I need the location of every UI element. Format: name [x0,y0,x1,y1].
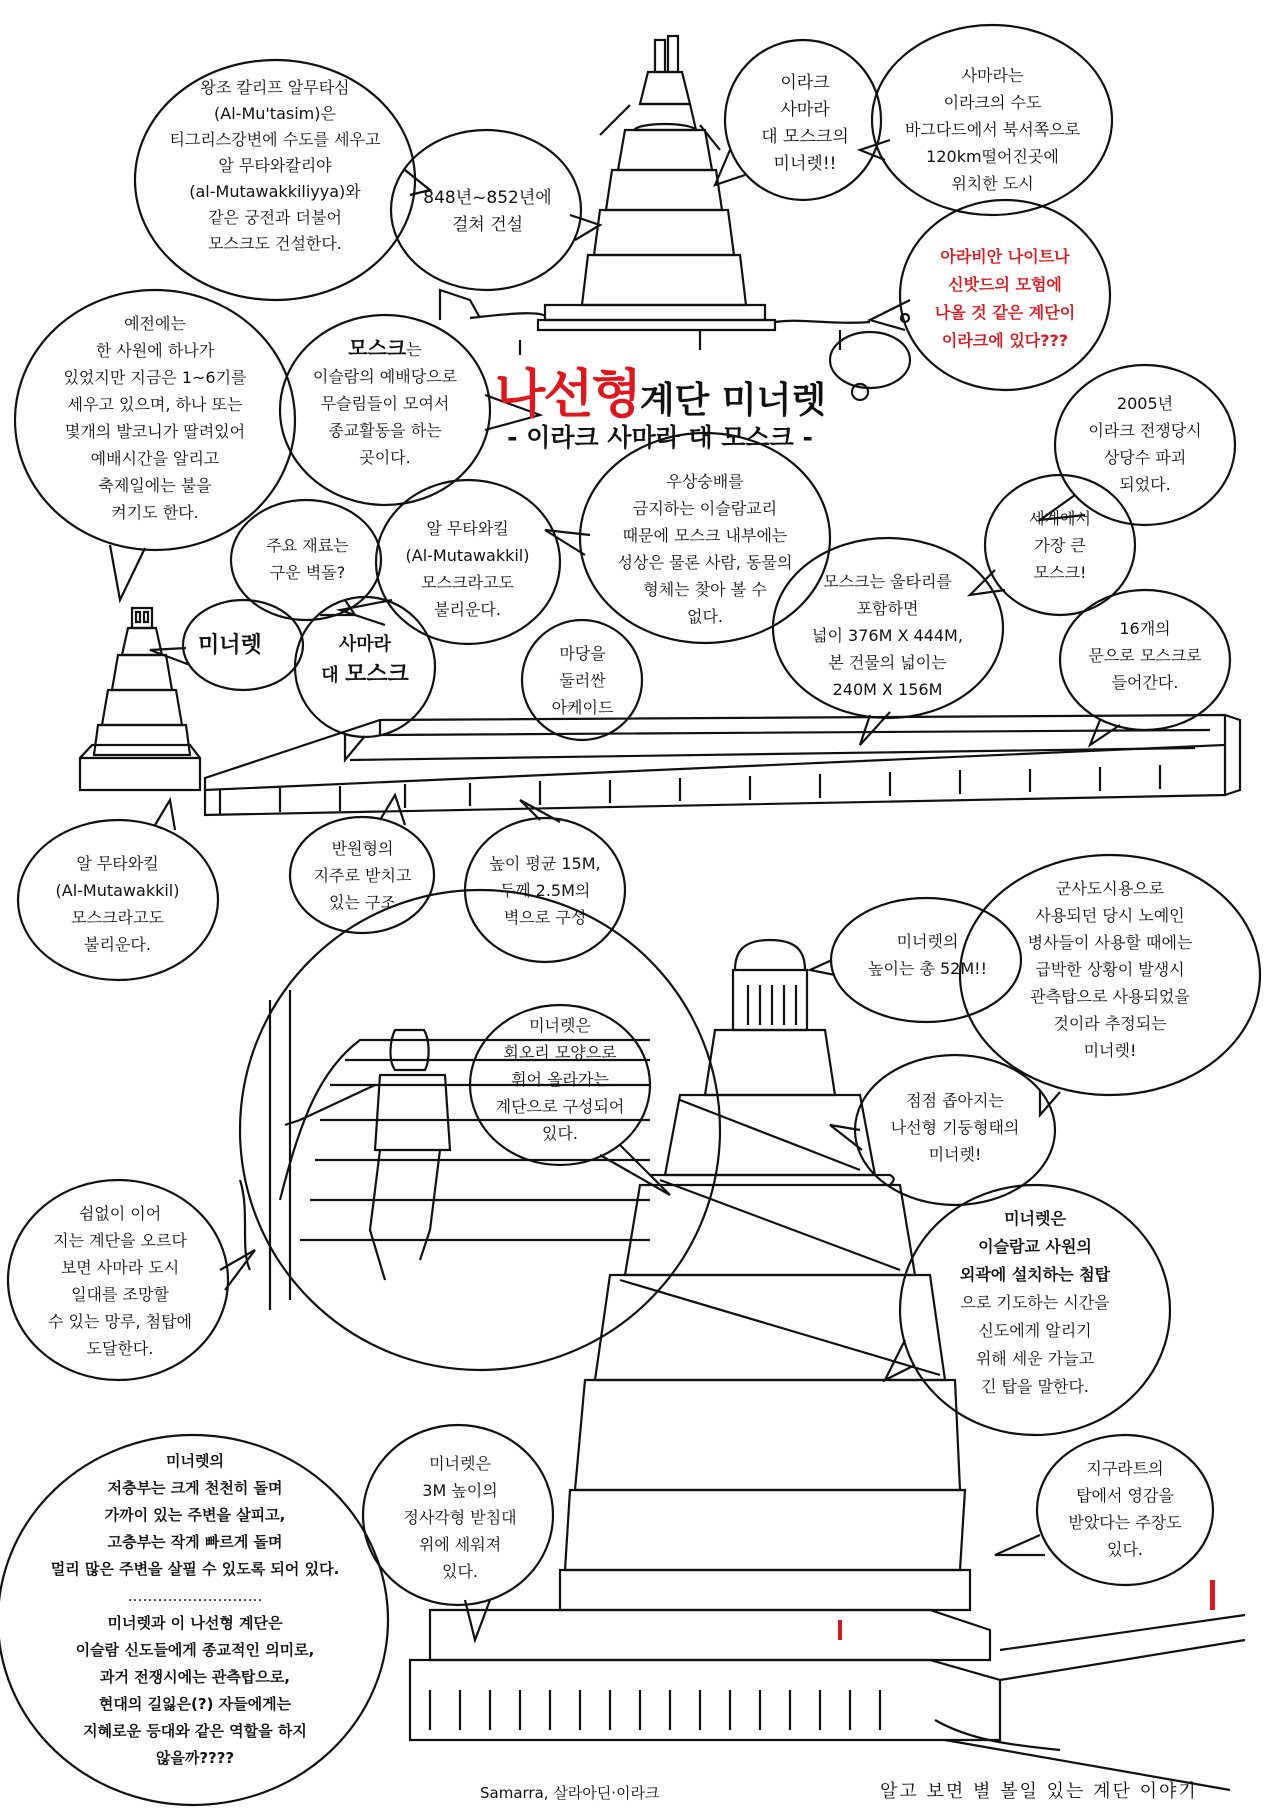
text-built: 848년~852년에 걸쳐 건설 [423,188,552,235]
title-red: 나선형 [495,365,640,425]
summary-bottom: 미너렛과 이 나선형 계단은 이슬람 신도들에게 종교적인 의미로, 과거 전쟁시에는 관측탑으로, 현대의 길잃은(?) 자들에게는 지혜로운 등대와 같은 역할을 하지 않을까???? [75,1614,315,1767]
samarra-line2a: 대 [321,665,345,686]
text-walls: 높이 평균 15M, 두께 2.5M의 벽으로 구성 [489,854,601,927]
mosque-walls-drawing [205,715,1240,815]
small-minaret-drawing [80,608,200,790]
text-samarra-mosque [305,630,425,691]
footer-location: Samarra, 살라아딘·이라크 [480,1784,660,1802]
text-minaret-label: 미너렛 [198,633,262,658]
summary-dots: ……………………… [127,1587,263,1605]
title-rest: 계단 미너렛 [639,380,827,421]
text-military: 군사도시용으로 사용되던 당시 노예인 병사들이 사용할 때에는 급박한 상황이 발생시 관측탑으로 사용되었을 것이라 추정되는 미너렛! [1027,879,1193,1060]
samarra-line2b: 모스크 [344,662,409,687]
text-formerly: 예전에는 한 사원에 하나가 있었지만 지금은 1~6기를 세우고 있으며, 하나 또는 몇개의 발코니가 딸려있어 예배시간을 알리고 축제일에는 불을 켜기도 한다. [63,314,247,522]
text-caliph: 왕조 칼리프 알무타심 (Al-Mu'tasim)은 티그리스강변에 수도를 세우고 알 무타와칼리야 (al-Mutawakkiliyya)와 같은 궁전과 더불어 모스크도 건설한다. [169,78,381,253]
page-title [495,352,855,427]
text-pillars: 반원형의 지주로 받치고 있는 구조 [313,839,412,912]
samarra-line1: 사마라 [338,634,392,655]
text-material: 주요 재료는 구운 벽돌? [266,536,349,582]
text-gates: 16개의 문으로 모스크로 들어간다. [1088,619,1202,692]
definition-bold: 미너렛은 이슬람교 사원의 외곽에 설치하는 첨탑 [959,1209,1111,1284]
text-base-3m: 미너렛은 3M 높이의 정사각형 받침대 위에 세워져 있다. [403,1454,517,1581]
text-arcade: 마당을 둘러싼 아케이드 [551,644,614,717]
mosque-word: 모스크 [348,336,407,360]
text-spiral-stair: 미너렛은 회오리 모양으로 휘어 올라가는 계단으로 구성되어 있다. [495,1016,625,1143]
text-al-mutawakkil-left: 알 무타와킬 (Al-Mutawakkil) 모스크라고도 불리운다. [55,854,180,954]
text-definition [910,1205,1160,1401]
text-mosque [290,335,480,471]
mosque-rest: 는 이슬람의 예배당으로 무슬림들이 모여서 종교활동을 하는 곳이다. [312,340,458,467]
text-arabian-nights: 아라비안 나이트나 신밧드의 모험에 나올 것 같은 계단이 이라크에 있다??? [934,247,1076,350]
text-summary [5,1448,385,1772]
footer-series: 알고 보면 별 볼일 있는 계단 이야기 [880,1781,1198,1802]
text-samarra-city: 사마라는 이라크의 수도 바그다드에서 북서쪽으로 120km떨어진곳에 위치한 도시 [904,66,1081,193]
text-size: 모스크는 울타리를 포함하면 넓이 376M X 444M, 본 건물의 넓이는 240M X 156M [812,572,963,699]
text-iraq-minaret: 이라크 사마라 대 모스크의 미너렛!! [761,73,849,174]
text-largest: 세계에서 가장 큰 모스크! [1029,509,1091,582]
text-war-2005: 2005년 이라크 전쟁당시 상당수 파괴 되었다. [1088,394,1202,494]
text-climb: 쉼없이 이어 지는 계단을 오르다 보면 사마라 도시 일대를 조망할 수 있는 망루, 첨탑에 도달한다. [48,1204,192,1358]
definition-rest: 으로 기도하는 시간을 신도에게 알리기 위해 세운 가늘고 긴 탑을 말한다. [960,1293,1110,1396]
page-subtitle: - 이라크 사마라 대 모스크 - [507,423,813,452]
text-height-52: 미너렛의 높이는 총 52M!! [868,932,987,978]
text-idol: 우상숭배를 금지하는 이슬람교리 때문에 모스크 내부에는 성상은 물론 사람, 동물의 형체는 찾아 볼 수 없다. [617,472,793,626]
text-narrowing: 점점 좁아지는 나선형 기둥형태의 미너렛! [890,1091,1020,1164]
text-ziggurat: 지구라트의 탑에서 영감을 받았다는 주장도 있다. [1068,1459,1182,1559]
summary-top: 미너렛의 저층부는 크게 천천히 돌며 가까이 있는 주변을 살피고, 고층부는 작게 빠르게 돌며 멀리 많은 주변을 살필 수 있도록 되어 있다. [50,1452,340,1578]
text-al-mutawakkil-top: 알 무타와킬 (Al-Mutawakkil) 모스크라고도 불리운다. [405,519,530,619]
